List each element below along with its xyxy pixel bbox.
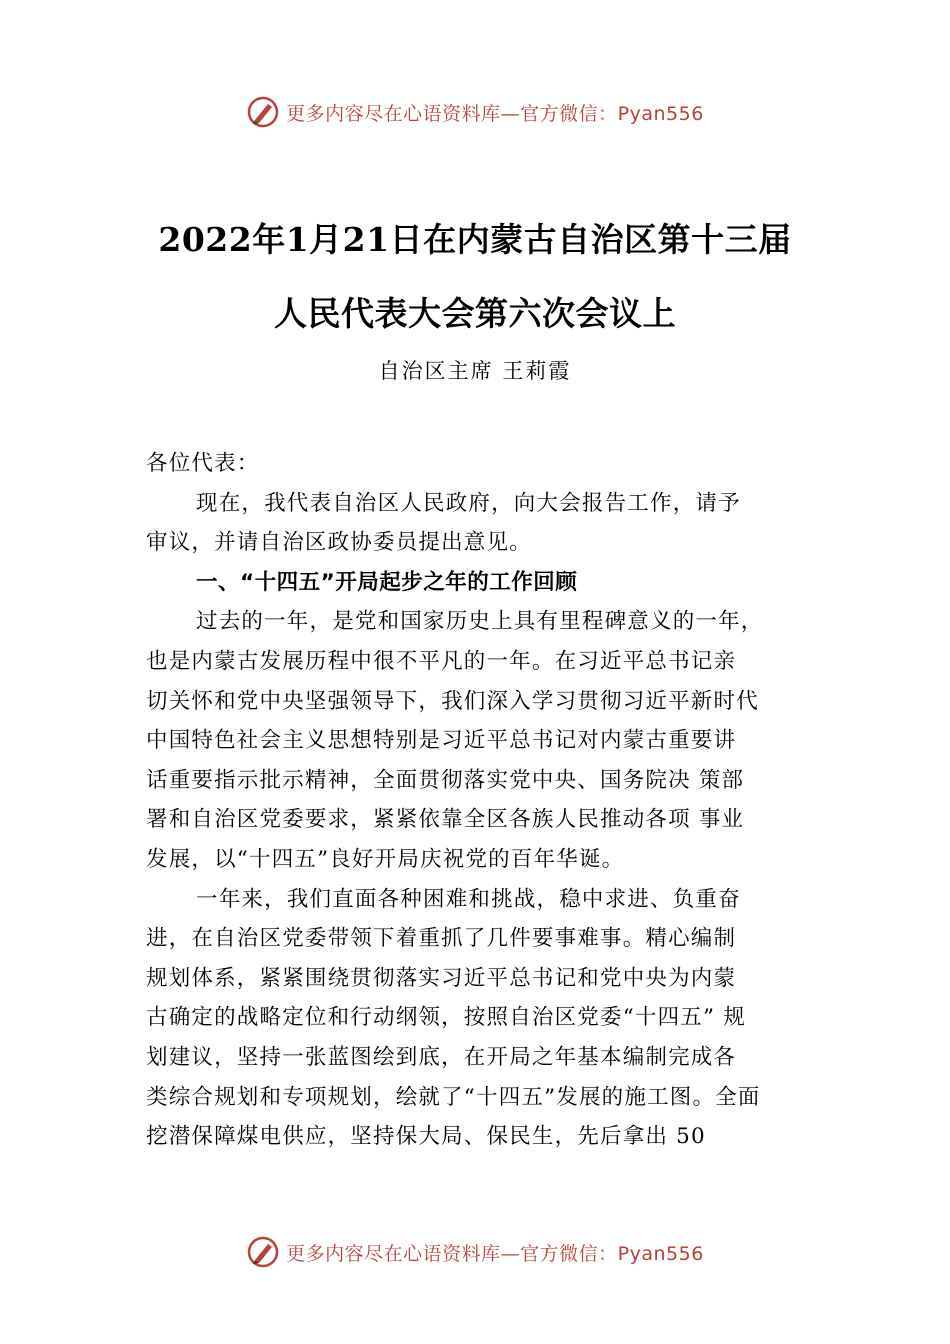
watermark-label: 更多内容尽在心语资料库—官方微信： — [286, 1242, 618, 1265]
paragraph-line: 署和自治区党委要求，紧紧依靠全区各族人民推动各项 事业 — [146, 807, 745, 833]
watermark-label: 更多内容尽在心语资料库—官方微信： — [286, 102, 618, 125]
paragraph-line: 话重要指示批示精神，全面贯彻落实党中央、国务院决 策部 — [146, 767, 745, 793]
paragraph-line: 进，在自治区党委带领下着重抓了几件要事难事。精心编制 — [146, 926, 737, 952]
watermark-text — [286, 1239, 704, 1266]
paragraph-line: 中国特色社会主义思想特别是习近平总书记对内蒙古重要讲 — [146, 728, 737, 754]
paragraph-line: 切关怀和党中央坚强领导下，我们深入学习贯彻习近平新时代 — [146, 688, 759, 714]
footer-watermark-banner — [0, 1232, 950, 1272]
paragraph-line: 挖潜保障煤电供应，坚持保大局、保民生，先后拿出 50 — [146, 1124, 706, 1150]
paragraph-line: 也是内蒙古发展历程中很不平凡的一年。在习近平总书记亲 — [146, 648, 737, 674]
salutation: 各位代表： — [146, 451, 260, 476]
section-heading: 一、“十四五”开局起步之年的工作回顾 — [196, 569, 578, 595]
watermark-text — [286, 99, 704, 126]
paragraph-line: 类综合规划和专项规划，绘就了“十四五”发展的施工图。全面 — [146, 1084, 761, 1110]
document-title-line-2: 人民代表大会第六次会议上 — [274, 294, 676, 333]
pen-circle-logo-icon — [246, 95, 280, 129]
paragraph-line: 过去的一年，是党和国家历史上具有里程碑意义的一年， — [196, 609, 764, 635]
paragraph-line: 规划体系，紧紧围绕贯彻落实习近平总书记和党中央为内蒙 — [146, 965, 737, 991]
paragraph-line: 现在，我代表自治区人民政府，向大会报告工作，请予 — [196, 490, 741, 516]
wechat-id: Pyan556 — [617, 102, 704, 125]
paragraph-line: 古确定的战略定位和行动纲领，按照自治区党委“十四五” 规 — [146, 1005, 746, 1031]
header-watermark-banner — [0, 92, 950, 132]
pen-circle-logo-icon — [246, 1235, 280, 1269]
paragraph-line: 一年来，我们直面各种困难和挑战，稳中求进、负重奋 — [196, 886, 741, 912]
document-body — [146, 444, 836, 1157]
paragraph-line: 划建议，坚持一张蓝图绘到底，在开局之年基本编制完成各 — [146, 1044, 737, 1070]
document-title-line-1: 2022年1月21日在内蒙古自治区第十三届 — [158, 220, 792, 259]
wechat-id: Pyan556 — [617, 1242, 704, 1265]
paragraph-line: 发展，以“十四五”良好开局庆祝党的百年华诞。 — [146, 846, 625, 872]
document-author: 自治区主席 王莉霞 — [378, 359, 572, 383]
paragraph-line: 审议，并请自治区政协委员提出意见。 — [146, 530, 532, 556]
